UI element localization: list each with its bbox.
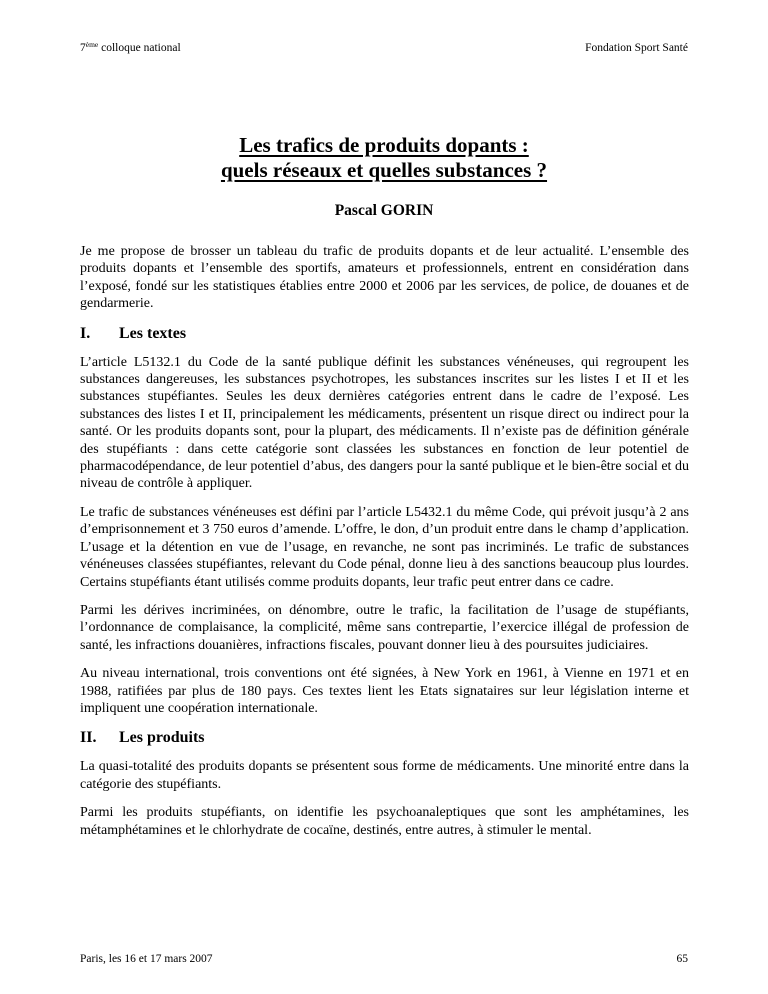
- page-title: [0, 133, 768, 183]
- header-superscript: ème: [85, 40, 99, 49]
- page-header: [80, 42, 688, 54]
- section-heading-produits: [80, 728, 689, 748]
- title-line-1: Les trafics de produits dopants :: [239, 133, 529, 157]
- paragraph: Au niveau international, trois conventions ont été signées, à New York en 1961, à Vienne en 1971 et en 1988, ratifiées par plus de 180 pays. Ces textes lient les Etats signataires sur leur législation interne et impliquent une coopération internationale.: [80, 666, 689, 716]
- section-title: Les textes: [119, 324, 187, 342]
- header-right: Fondation Sport Santé: [585, 42, 688, 54]
- paragraph: La quasi-totalité des produits dopants se présentent sous forme de médicaments. Une minorité entre dans la catégorie des stupéfiants.: [80, 759, 689, 792]
- section-number: I.: [80, 324, 91, 342]
- paragraph: Parmi les dérives incriminées, on dénombre, outre le trafic, la facilitation de l’usage de stupéfiants, l’ordonnance de complaisance, la complicité, même sans contrepartie, l’exercice illégal de profession de santé, les infractions douanières, infractions fiscales, pouvant donner lieu à des poursuites judiciaires.: [80, 602, 689, 653]
- page-number: 65: [676, 953, 688, 965]
- paragraph: Le trafic de substances vénéneuses est défini par l’article L5432.1 du même Code, qui prévoit jusqu’à 2 ans d’emprisonnement et 3 750 euros d’amende. L’offre, le don, d’un produit entre dans le champ d’application. L’usage et la détention en vue de l’usage, en revanche, ne sont pas incriminés. Le trafic de substances vénéneuses classées stupéfiantes, relevant du Code pénal, donne lieu à des sanctions beaucoup plus lourdes. Certains stupéfiants étant utilisés comme produits dopants, leur trafic peut entrer dans ce cadre.: [80, 504, 689, 590]
- author-name: Pascal GORIN: [334, 202, 434, 219]
- paragraph: L’article L5132.1 du Code de la santé publique définit les substances vénéneuses, qui regroupent les substances dangereuses, les substances psychotropes, les substances inscrites sur les listes I et II et les substances stupéfiantes. Seules les deux dernières catégories entrent dans le cadre de l’exposé. Les substances des listes I et II, principalement les médicaments, présentent un risque direct ou indirect pour la santé. Or les produits dopants sont, pour la plupart, des médicaments. Il n’existe pas de définition générale des stupéfiants : dans cette catégorie sont classées les substances en fonction de leur potentiel de pharmacodépendance, de leur potentiel d’abus, des dangers pour la santé publique et le bien-être social et du niveau de contrôle à appliquer.: [80, 354, 689, 492]
- document-body: [80, 243, 689, 850]
- footer-location-date: Paris, les 16 et 17 mars 2007: [80, 953, 213, 965]
- page-footer: [80, 953, 688, 965]
- section-title: Les produits: [119, 729, 205, 747]
- header-left: 7ème colloque national: [80, 40, 181, 54]
- section-heading-textes: [80, 324, 689, 344]
- paragraph: Parmi les produits stupéfiants, on identifie les psychoanaleptiques que sont les amphétamines, les métamphétamines et le chlorhydrate de cocaïne, destinés, entre autres, à stimuler le mental.: [80, 805, 689, 838]
- title-line-2: quels réseaux et quelles substances ?: [220, 158, 548, 182]
- section-number: II.: [80, 729, 97, 747]
- intro-paragraph: Je me propose de brosser un tableau du trafic de produits dopants et de leur actualité. L’ensemble des produits dopants et l’ensemble des sportifs, amateurs et professionnels, entrent en considération dans l’exposé, fondé sur les statistiques établies entre 2000 et 2006 par les services, de police, de douanes et de gendarmerie.: [80, 244, 689, 312]
